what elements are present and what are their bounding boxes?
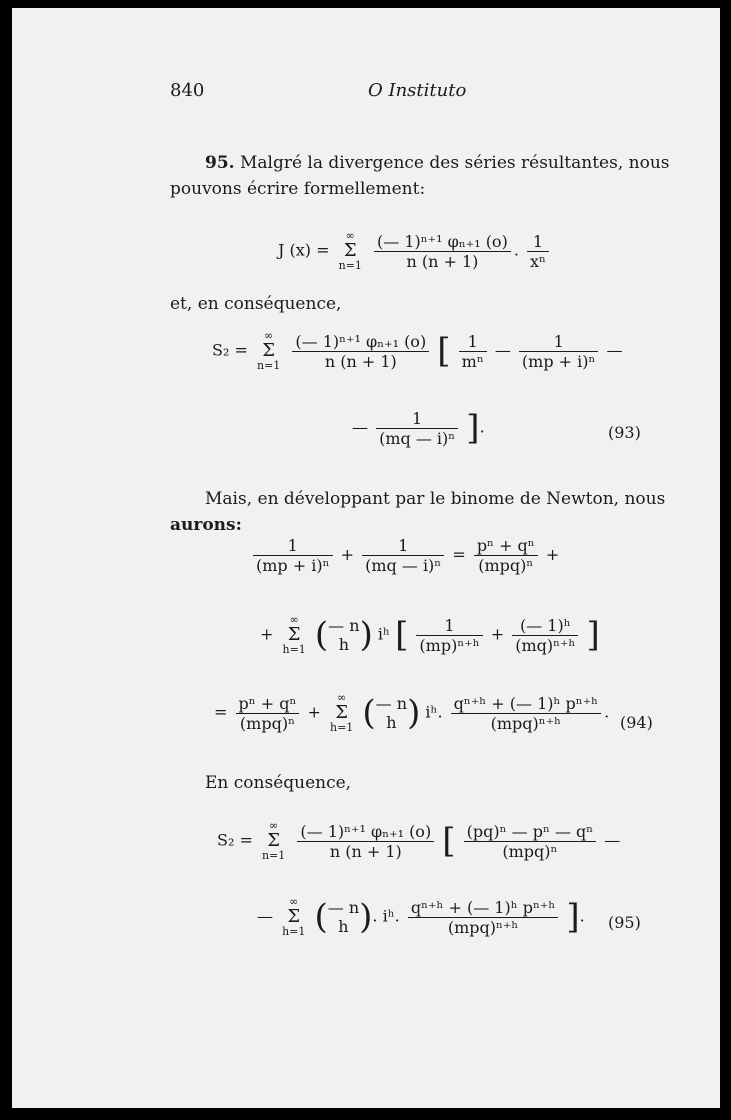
section-text-line2: pouvons écrire formellement: (170, 179, 426, 199)
book-page (12, 8, 720, 1108)
section-number: 95. (205, 153, 235, 173)
page-number: 840 (170, 80, 205, 101)
binomial: — n h (328, 616, 360, 654)
fraction: $\frac{\text{(— 1)ⁿ⁺¹ φₙ₊₁ (o)}}{n (n + 1)}$ (374, 232, 511, 271)
jx-lhs: J (x) = (278, 240, 330, 260)
equation-number-93: (93) (608, 423, 641, 442)
text-newton-line2: aurons: (170, 515, 242, 535)
equation-93-line1: S₂ = ∞ Σ n=1 $\frac{\text{(— 1)ⁿ⁺¹ φₙ₊₁ (o)}}{n (n + 1)}$ [ $\frac{1}{\text{mⁿ}}$ — $\frac{1}{\text{(mp + i)ⁿ}}$ — (212, 329, 623, 372)
section-paragraph (205, 150, 695, 176)
binomial: — n h (327, 898, 360, 936)
equation-95-line1: S₂ = ∞ Σ n=1 $\frac{\text{(— 1)ⁿ⁺¹ φₙ₊₁ (o)}}{n (n + 1)}$ [ $\frac{\text{(pq)ⁿ — pⁿ — qⁿ}}{\text{(mpq)ⁿ}}$ — (217, 819, 621, 862)
equation-94-line1: $\frac{1}{\text{(mp + i)ⁿ}}$ + $\frac{1}{\text{(mq — i)ⁿ}}$ = $\frac{\text{pⁿ + qⁿ}}{\text{(mpq)ⁿ}}$ + (250, 536, 559, 575)
equation-95-line2: — ∞ Σ h=1 ( — n h ). iʰ. $\frac{\text{qⁿ⁺ʰ + (— 1)ʰ pⁿ⁺ʰ}}{\text{(mpq)ⁿ⁺ʰ}}$ ]. (257, 895, 585, 938)
running-title: O Instituto (368, 80, 467, 101)
text-en-consequence: En conséquence, (205, 773, 352, 793)
equation-number-95: (95) (608, 913, 641, 932)
fraction: $\frac{1}{\text{xⁿ}}$ (527, 232, 549, 271)
text-newton-line1: Mais, en développant par le binome de Newton, nous (205, 489, 666, 509)
equation-94-line3: = $\frac{\text{pⁿ + qⁿ}}{\text{(mpq)ⁿ}}$ + ∞ Σ h=1 ( — n h ) iʰ. $\frac{\text{qⁿ⁺ʰ + (— 1)ʰ pⁿ⁺ʰ}}{\text{(mpq)ⁿ⁺ʰ}}$ . (214, 691, 610, 734)
section-text-line1: Malgré la divergence des séries résultantes, nous (239, 153, 670, 173)
equation-93-line2: — $\frac{1}{\text{(mq — i)ⁿ}}$ ]. (352, 408, 485, 448)
equation-number-94: (94) (620, 713, 653, 732)
sum-symbol: ∞ Σ n=1 (338, 229, 362, 272)
binomial: — n h (375, 694, 408, 732)
equation-jx: J (x) = ∞ Σ n=1 $\frac{\text{(— 1)ⁿ⁺¹ φₙ₊₁ (o)}}{n (n + 1)}$ . $\frac{1}{\text{xⁿ}}$ (278, 230, 552, 272)
equation-94-line2: + ∞ Σ h=1 ( — n h ) iʰ [ $\frac{1}{\text{(mp)ⁿ⁺ʰ}}$ + $\frac{\text{(— 1)ʰ}}{\text{(mq)ⁿ⁺ʰ}}$ ] (260, 613, 600, 656)
text-consequence: et, en conséquence, (170, 294, 342, 314)
